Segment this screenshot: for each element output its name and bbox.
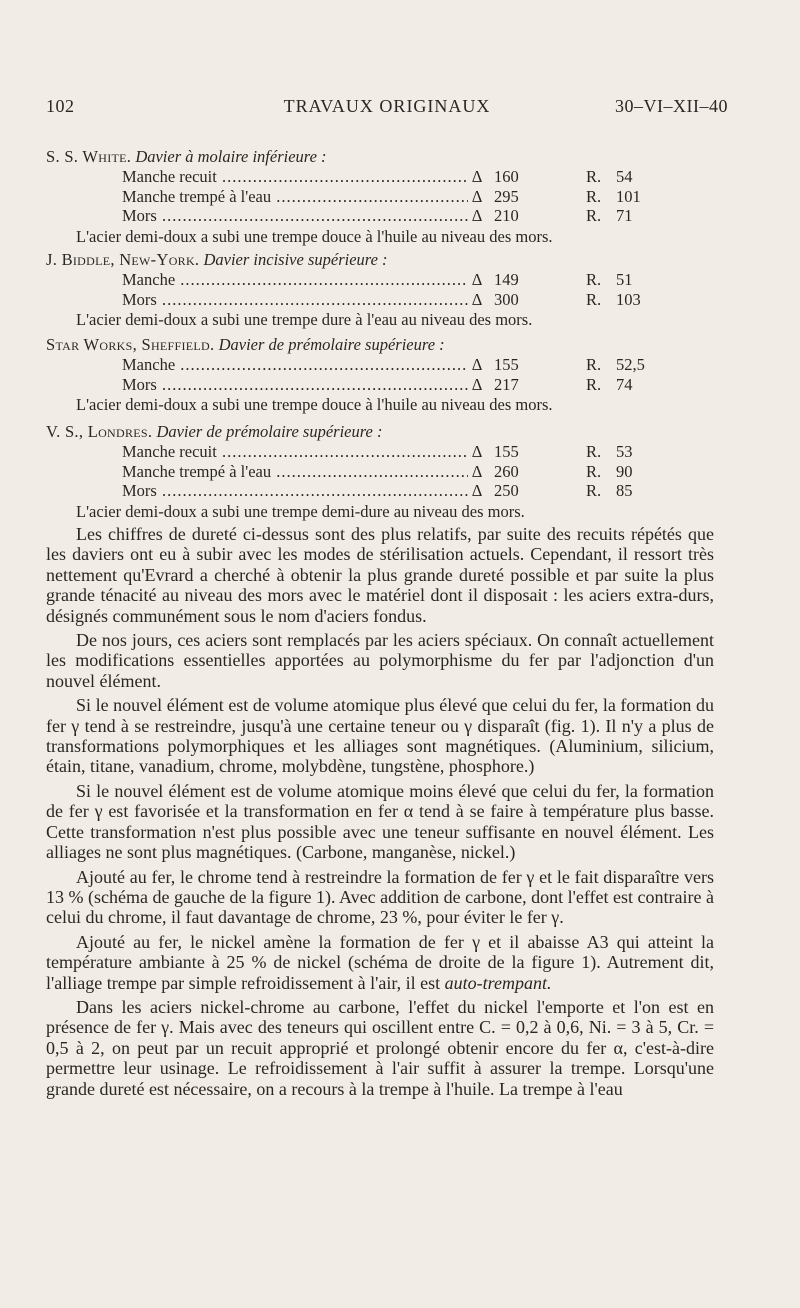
r-label: R.	[586, 167, 602, 186]
delta-value: 160	[494, 167, 579, 187]
r-value: 51	[616, 270, 633, 289]
paragraph	[46, 932, 714, 993]
r-value: 53	[616, 442, 633, 461]
hardness-entry	[46, 146, 746, 247]
delta-symbol: Δ	[468, 481, 486, 501]
delta-symbol: Δ	[468, 290, 486, 310]
maker-name: J. Biddle, New-York.	[46, 250, 200, 269]
paragraph: Ajouté au fer, le chrome tend à restreindre la formation de fer γ et le fait disparaître vers 13 % (schéma de gauche de la figure 1). Avec addition de carbone, dont l'effet est contraire à celui du chrome, il faut davantage de chrome, 23 %, pour éviter le fer γ.	[46, 866, 714, 928]
treatment-note: L'acier demi-doux a subi une trempe douce à l'huile au niveau des mors.	[76, 395, 553, 414]
issue-date: 30–VI–XII–40	[615, 96, 728, 116]
delta-value: 155	[494, 355, 579, 375]
measurement-row	[46, 462, 746, 482]
part-label: Manche trempé à l'eau .....	[122, 462, 484, 482]
hardness-entry	[46, 334, 746, 415]
page-header	[46, 96, 728, 122]
delta-symbol: Δ	[468, 206, 486, 226]
hardness-entry	[46, 421, 746, 522]
r-label: R.	[586, 374, 602, 394]
part-label: Manche recuit .....	[122, 442, 484, 462]
instrument-name: Davier de prémolaire supérieure :	[218, 335, 445, 354]
delta-value: 155	[494, 442, 579, 462]
measurement-row	[46, 442, 746, 462]
entry-title	[46, 421, 746, 442]
measurement-row	[46, 375, 746, 395]
part-label: Manche trempé à l'eau .....	[122, 187, 484, 207]
r-label: R.	[586, 270, 602, 289]
delta-symbol: Δ	[468, 355, 486, 375]
r-value: 85	[616, 481, 633, 500]
delta-value: 210	[494, 206, 579, 226]
paragraph: De nos jours, ces aciers sont remplacés par les aciers spéciaux. On connaît actuellement les modifications essentielles apportées au polymorphisme du fer par l'adjonction d'un nouvel élément.	[46, 630, 714, 691]
instrument-name: Davier incisive supérieure :	[203, 250, 388, 269]
measurement-row	[46, 481, 746, 501]
r-value: 52,5	[616, 355, 645, 374]
paragraph: Si le nouvel élément est de volume atomique plus élevé que celui du fer, la formation du fer γ tend à se restreindre, jusqu'à une certaine teneur ou γ disparaît (fig. 1). Il n'y a plus de transformations polymorphiques et les alliages sont magnétiques. (Aluminium, silicium, étain, titane, vanadium, chrome, molybdène, tungstène, phosphore.)	[46, 695, 714, 777]
r-value: 103	[616, 289, 641, 309]
r-value: 74	[616, 374, 633, 394]
measurement-row	[46, 290, 746, 310]
delta-value: 295	[494, 187, 579, 207]
r-value: 90	[616, 461, 633, 481]
measurement-row	[46, 206, 746, 226]
paragraph-text: Ajouté au fer, le nickel amène la formation de fer γ et il abaisse A3 qui atteint la température ambiante à 25 % de nickel (schéma de droite de la figure 1). Autrement dit, l'alliage trempe par simple refroidissement à l'air, il est	[46, 931, 714, 993]
maker-name: V. S., Londres.	[46, 422, 153, 441]
maker-name: S. S. White.	[46, 147, 132, 166]
delta-value: 250	[494, 481, 579, 501]
measurement-row	[46, 270, 746, 290]
r-label: R.	[586, 355, 602, 374]
r-label: R.	[586, 186, 602, 206]
r-label: R.	[586, 461, 602, 481]
part-label: Mors .....	[122, 375, 484, 395]
maker-name: Star Works, Sheffield.	[46, 335, 215, 354]
entry-title	[46, 334, 746, 355]
delta-symbol: Δ	[468, 375, 486, 395]
paragraph: Si le nouvel élément est de volume atomique moins élevé que celui du fer, la formation de fer γ est favorisée et la transformation en fer α tend à se faire à température plus basse. Cette transformation n'est plus possible avec une teneur suffisante en nouvel élément. Les alliages ne sont plus magnétiques. (Carbone, manganèse, nickel.)	[46, 780, 714, 863]
delta-value: 217	[494, 375, 579, 395]
measurement-row	[46, 167, 746, 187]
part-label: Mors .....	[122, 290, 484, 310]
part-label: Mors .....	[122, 481, 484, 501]
r-label: R.	[586, 481, 602, 500]
page-number: 102	[46, 96, 75, 116]
part-label: Manche .....	[122, 355, 484, 375]
measurement-row	[46, 187, 746, 207]
instrument-name: Davier de prémolaire supérieure :	[156, 422, 383, 441]
delta-symbol: Δ	[468, 167, 486, 187]
treatment-note: L'acier demi-doux a subi une trempe douce à l'huile au niveau des mors.	[76, 226, 553, 246]
part-label: Mors .....	[122, 206, 484, 226]
r-value: 54	[616, 167, 633, 186]
delta-value: 149	[494, 270, 579, 290]
treatment-note: L'acier demi-doux a subi une trempe demi-dure au niveau des mors.	[76, 501, 525, 521]
r-label: R.	[586, 442, 602, 461]
treatment-note: L'acier demi-doux a subi une trempe dure à l'eau au niveau des mors.	[76, 310, 533, 329]
r-label: R.	[586, 289, 602, 309]
body-text	[46, 524, 714, 1103]
paragraph: Les chiffres de dureté ci-dessus sont des plus relatifs, par suite des recuits répétés que les daviers ont eu à subir avec les modes de stérilisation actuels. Cependant, il ressort très nettement qu'Evrard a cherché à obtenir la plus grande dureté possible et par suite la plus grande ténacité au niveau des mors avec le matériel dont il disposait : les aciers extra-durs, désignés communément sous le nom d'aciers fondus.	[46, 524, 714, 626]
r-label: R.	[586, 206, 602, 225]
r-value: 101	[616, 186, 641, 206]
running-title: TRAVAUX ORIGINAUX	[283, 96, 491, 116]
italic-term: auto-trempant.	[444, 972, 552, 993]
delta-value: 260	[494, 462, 579, 482]
delta-symbol: Δ	[468, 442, 486, 462]
instrument-name: Davier à molaire inférieure :	[135, 147, 327, 166]
part-label: Manche .....	[122, 270, 484, 290]
delta-symbol: Δ	[468, 270, 486, 290]
delta-symbol: Δ	[468, 462, 486, 482]
entry-title	[46, 249, 746, 270]
paragraph: Dans les aciers nickel-chrome au carbone, l'effet du nickel l'emporte et l'on est en présence de fer γ. Mais avec des teneurs qui oscillent entre C. = 0,2 à 0,6, Ni. = 3 à 5, Cr. = 0,5 à 2, on peut par un recuit approprié et prolongé obtenir encore du fer α, c'est-à-dire permettre leur usinage. Le refroidissement à l'air suffit à assurer la trempe. Lorsqu'une grande dureté est nécessaire, on a recours à la trempe à l'huile. La trempe à l'eau	[46, 996, 714, 1099]
delta-value: 300	[494, 290, 579, 310]
measurement-row	[46, 355, 746, 375]
r-value: 71	[616, 206, 633, 225]
part-label: Manche recuit .....	[122, 167, 484, 187]
entry-title	[46, 146, 746, 167]
delta-symbol: Δ	[468, 187, 486, 207]
hardness-entry	[46, 249, 746, 330]
